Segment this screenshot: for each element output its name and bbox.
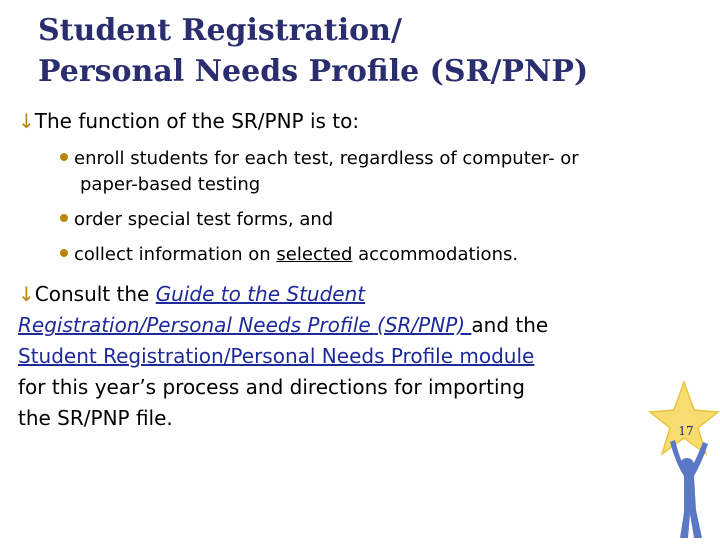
- guide-link[interactable]: [156, 282, 365, 306]
- bullet-consult-line2: [18, 310, 708, 341]
- bullet-consult: [18, 279, 708, 434]
- subitem-enroll-line2: paper-based testing: [80, 174, 261, 195]
- title-line-2: Personal Needs Profile (SR/PNP): [38, 54, 589, 89]
- bullet-consult-pre: Consult the: [34, 282, 156, 306]
- subitem-collect-post: accommodations.: [352, 244, 519, 265]
- dot-icon: [60, 153, 68, 161]
- bullet-consult-mid: and the: [471, 313, 549, 337]
- guide-link-part1: Guide to the Student: [155, 282, 366, 306]
- guide-link-cont[interactable]: [18, 313, 471, 337]
- subitem-order: [60, 207, 700, 233]
- subitem-enroll: [60, 146, 700, 198]
- subitem-order-text: order special test forms, and: [74, 209, 334, 230]
- guide-link-part2: Registration/Personal Needs Profile (SR/PNP): [18, 313, 472, 337]
- page-title: [38, 10, 708, 92]
- star-figure-icon: [640, 380, 720, 540]
- figure-body: [670, 440, 708, 538]
- subitem-collect-underlined: selected: [276, 244, 353, 265]
- bullet-consult-line4: for this year’s process and directions for importing: [18, 375, 525, 399]
- star-shape: [650, 382, 718, 454]
- bullet-consult-line3: [18, 341, 708, 372]
- down-arrow-icon: ↓: [18, 282, 35, 306]
- bullet-function: [18, 106, 708, 137]
- title-line-1: Student Registration/: [38, 13, 402, 48]
- bullet-function-text: The function of the SR/PNP is to:: [34, 109, 360, 133]
- module-link[interactable]: Student Registration/Personal Needs Profile module: [18, 344, 535, 368]
- subitem-collect: [60, 242, 700, 268]
- dot-icon: [60, 214, 68, 222]
- dot-icon: [60, 249, 68, 257]
- subitem-collect-pre: collect information on: [74, 244, 277, 265]
- down-arrow-icon: ↓: [18, 109, 35, 133]
- subitem-enroll-line1: enroll students for each test, regardless of computer- or: [74, 148, 579, 169]
- bullet-consult-line5: the SR/PNP file.: [18, 406, 173, 430]
- star-figure-svg: [640, 380, 720, 540]
- page-number: 17: [678, 424, 694, 438]
